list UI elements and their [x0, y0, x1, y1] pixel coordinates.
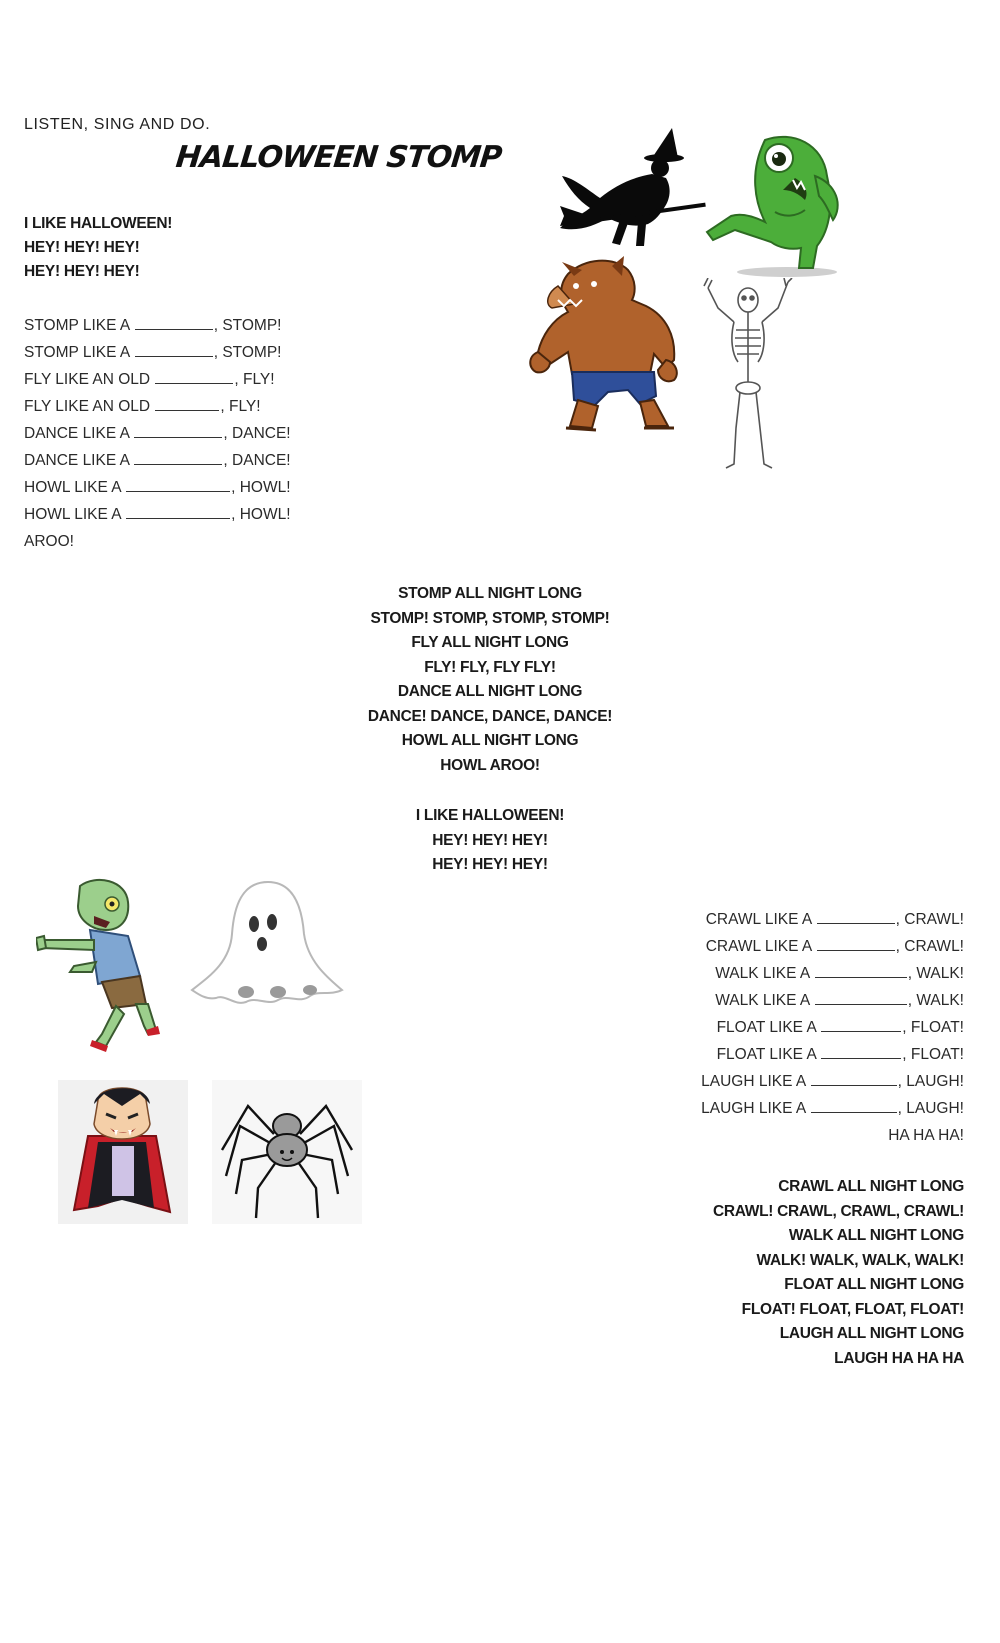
verse-line: FLOAT LIKE A , FLOAT! [716, 1046, 964, 1063]
chorus-line: FLOAT! FLOAT, FLOAT, FLOAT! [741, 1300, 964, 1318]
blank-line[interactable] [815, 976, 907, 978]
chorus-line: STOMP! STOMP, STOMP, STOMP! [370, 609, 610, 627]
zombie-icon [36, 876, 166, 1052]
instruction: LISTEN, SING AND DO. [24, 116, 211, 133]
verse-line: FLY LIKE AN OLD , FLY! [24, 398, 261, 415]
verse-line: DANCE LIKE A , DANCE! [24, 452, 291, 469]
intro-line: HEY! HEY! HEY! [24, 239, 140, 256]
chorus-1-end [330, 804, 650, 878]
verse-end: AROO! [24, 533, 74, 550]
verse-line: CRAWL LIKE A , CRAWL! [705, 938, 964, 955]
page-title: HALLOWEEN STOMP [174, 140, 503, 175]
verse-line: LAUGH LIKE A , LAUGH! [701, 1100, 964, 1117]
ghost-icon [190, 878, 346, 1006]
werewolf-icon [528, 256, 698, 436]
blank-line[interactable] [134, 436, 222, 438]
chorus-2 [713, 1175, 964, 1371]
skeleton-icon [700, 278, 800, 473]
blank-line[interactable] [155, 382, 233, 384]
verse-2 [701, 906, 964, 1149]
intro-line: HEY! HEY! HEY! [24, 263, 140, 280]
verse-line: HOWL LIKE A , HOWL! [24, 479, 291, 496]
chorus-line: FLY ALL NIGHT LONG [411, 634, 569, 651]
chorus-line: HEY! HEY! HEY! [432, 856, 548, 873]
blank-line[interactable] [135, 355, 213, 357]
monster-icon [705, 132, 855, 280]
intro-line: I LIKE HALLOWEEN! [24, 215, 173, 232]
verse-line: WALK LIKE A , WALK! [715, 992, 964, 1009]
chorus-line: I LIKE HALLOWEEN! [415, 807, 565, 824]
chorus-line: HOWL AROO! [440, 756, 540, 774]
verse-end: HA HA HA! [888, 1127, 964, 1144]
blank-line[interactable] [817, 922, 895, 924]
chorus-line: STOMP ALL NIGHT LONG [398, 585, 582, 602]
chorus-line: HOWL ALL NIGHT LONG [401, 732, 579, 749]
blank-line[interactable] [815, 1003, 907, 1005]
verse-line: FLOAT LIKE A , FLOAT! [716, 1019, 964, 1036]
blank-line[interactable] [811, 1084, 897, 1086]
verse-line: WALK LIKE A , WALK! [715, 965, 964, 982]
spider-icon [212, 1080, 362, 1224]
verse-line: FLY LIKE AN OLD , FLY! [24, 371, 275, 388]
blank-line[interactable] [135, 328, 213, 330]
vampire-icon [58, 1080, 188, 1224]
verse-line: STOMP LIKE A , STOMP! [24, 317, 282, 334]
verse-1 [24, 312, 291, 555]
chorus-line: DANCE! DANCE, DANCE, DANCE! [367, 707, 613, 725]
chorus-line: WALK ALL NIGHT LONG [788, 1227, 964, 1244]
chorus-line: FLY! FLY, FLY FLY! [424, 658, 556, 676]
verse-line: HOWL LIKE A , HOWL! [24, 506, 291, 523]
blank-line[interactable] [126, 490, 230, 492]
intro-block [24, 212, 172, 284]
blank-line[interactable] [821, 1030, 901, 1032]
blank-line[interactable] [817, 949, 895, 951]
witch-icon [560, 128, 710, 253]
blank-line[interactable] [134, 463, 222, 465]
chorus-line: CRAWL ALL NIGHT LONG [778, 1178, 964, 1195]
verse-line: DANCE LIKE A , DANCE! [24, 425, 291, 442]
blank-line[interactable] [811, 1111, 897, 1113]
chorus-line: LAUGH HA HA HA [834, 1349, 964, 1367]
verse-line: STOMP LIKE A , STOMP! [24, 344, 282, 361]
blank-line[interactable] [126, 517, 230, 519]
chorus-line: LAUGH ALL NIGHT LONG [779, 1325, 964, 1342]
chorus-1 [330, 582, 650, 778]
chorus-line: FLOAT ALL NIGHT LONG [784, 1276, 964, 1293]
chorus-line: HEY! HEY! HEY! [432, 831, 548, 849]
verse-line: LAUGH LIKE A , LAUGH! [701, 1073, 964, 1090]
verse-line: CRAWL LIKE A , CRAWL! [705, 911, 964, 928]
chorus-line: WALK! WALK, WALK, WALK! [756, 1251, 964, 1269]
chorus-line: CRAWL! CRAWL, CRAWL, CRAWL! [712, 1202, 964, 1220]
blank-line[interactable] [821, 1057, 901, 1059]
blank-line[interactable] [155, 409, 219, 411]
chorus-line: DANCE ALL NIGHT LONG [397, 683, 583, 700]
